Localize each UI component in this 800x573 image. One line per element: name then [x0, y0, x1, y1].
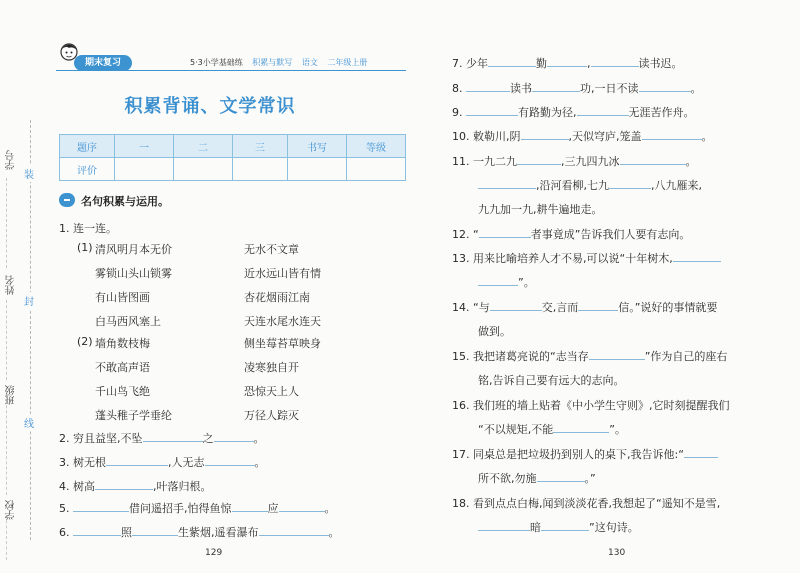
score-header-cell: 一 — [115, 135, 174, 158]
question-5 — [59, 500, 336, 516]
section-marker — [59, 193, 75, 207]
question-17-line2 — [478, 470, 596, 486]
question-8 — [452, 80, 702, 96]
q1-right-item: 恐惊天上人 — [244, 385, 299, 398]
answer-blank[interactable] — [478, 519, 530, 531]
question-text: 。 — [253, 432, 265, 445]
question-text: 生紫烟,遥看瀑布 — [178, 526, 259, 539]
q1-group1-label: (1) — [77, 241, 93, 254]
answer-blank[interactable] — [478, 274, 518, 286]
question-text: 有路勤为径, — [518, 106, 577, 119]
q1-group2-label: (2) — [77, 335, 93, 348]
question-16-line2 — [478, 421, 626, 437]
cut-mark: 线 — [24, 414, 34, 431]
q1-right-item: 凌寒独自开 — [244, 361, 299, 374]
question-17 — [452, 446, 718, 462]
question-number: 11. — [452, 155, 470, 168]
question-text: 看到点点白梅,闻到淡淡花香,我想起了“遥知不是雪, — [473, 497, 721, 510]
answer-blank[interactable] — [214, 430, 254, 442]
question-text: 树高 — [73, 480, 95, 493]
question-number: 2. — [59, 432, 70, 445]
answer-blank[interactable] — [517, 153, 561, 165]
question-text: 穷且益坚,不坠 — [73, 432, 143, 445]
question-11-line2 — [478, 177, 702, 193]
question-text: 无涯苦作舟。 — [628, 106, 695, 119]
question-text: ”作为自己的座右 — [644, 350, 728, 363]
question-number: 4. — [59, 480, 70, 493]
q1-left-item: 雾锁山头山锁雾 — [95, 267, 172, 280]
question-number: 15. — [452, 350, 470, 363]
q1-right-item: 无水不文章 — [244, 243, 299, 256]
binding-margin — [0, 0, 48, 573]
score-cell[interactable] — [174, 158, 233, 181]
question-text: 。 — [701, 130, 713, 143]
question-18 — [452, 495, 720, 511]
answer-blank[interactable] — [620, 153, 686, 165]
question-number: 16. — [452, 399, 470, 412]
question-text: 借问遥招手,怕得鱼惊 — [129, 502, 232, 515]
question-text: ,人无志 — [168, 456, 205, 469]
question-16 — [452, 397, 730, 413]
question-number: 6. — [59, 526, 70, 539]
question-text: 。 — [254, 456, 266, 469]
question-text: 暗 — [530, 521, 541, 534]
answer-blank[interactable] — [537, 470, 585, 482]
question-text: ”这句诗。 — [589, 521, 639, 534]
question-text: ,叶落归根。 — [153, 480, 212, 493]
question-text: 。 — [324, 502, 336, 515]
answer-blank[interactable] — [521, 128, 569, 140]
question-text: ”。 — [609, 423, 626, 436]
question-7 — [452, 55, 683, 71]
answer-blank[interactable] — [488, 55, 536, 67]
answer-blank[interactable] — [205, 454, 255, 466]
score-table — [59, 134, 406, 181]
score-cell[interactable] — [288, 158, 347, 181]
question-text: 读书 — [510, 82, 532, 95]
grade-name: 二年级上册 — [327, 58, 368, 67]
question-text: 我们班的墙上贴着《中小学生守则》,它时刻提醒我们 — [473, 399, 730, 412]
answer-blank[interactable] — [466, 80, 510, 92]
fill-line — [6, 178, 7, 268]
question-text: 。 — [328, 526, 340, 539]
answer-blank[interactable] — [609, 177, 651, 189]
question-text: 。” — [584, 472, 596, 485]
question-text: 功,一日不读 — [580, 82, 639, 95]
question-6 — [59, 524, 340, 540]
question-text: “ — [473, 228, 479, 241]
question-number: 10. — [452, 130, 470, 143]
answer-blank[interactable] — [232, 500, 268, 512]
answer-blank[interactable] — [642, 128, 702, 140]
question-number: 17. — [452, 448, 470, 461]
answer-blank[interactable] — [106, 454, 168, 466]
question-15 — [452, 348, 727, 364]
q1-left-item: 蓬头稚子学垂纶 — [95, 409, 172, 422]
question-3 — [59, 454, 266, 470]
answer-blank[interactable] — [132, 524, 178, 536]
subject-name: 语文 — [301, 58, 318, 67]
question-text: 我把诸葛亮说的“志当存 — [473, 350, 589, 363]
q1-left-item: 千山鸟飞绝 — [95, 385, 150, 398]
review-badge: 期末复习 — [74, 55, 132, 71]
question-number: 14. — [452, 301, 470, 314]
score-header-cell: 等级 — [347, 135, 406, 158]
answer-blank[interactable] — [478, 177, 536, 189]
score-cell[interactable] — [233, 158, 288, 181]
answer-blank[interactable] — [553, 421, 609, 433]
question-10 — [452, 128, 713, 144]
answer-blank[interactable] — [143, 430, 203, 442]
question-text: ,天似穹庐,笼盖 — [568, 130, 642, 143]
question-number: 7. — [452, 57, 463, 70]
class-label: 班级 — [6, 385, 17, 405]
question-text: 用来比喻培养人才不易,可以说“十年树木, — [473, 252, 673, 265]
question-text: 一九二九 — [473, 155, 517, 168]
question-text: 少年 — [466, 57, 488, 70]
page-number-left: 129 — [205, 548, 223, 558]
question-number: 18. — [452, 497, 470, 510]
answer-blank[interactable] — [479, 226, 531, 238]
score-cell[interactable] — [115, 158, 174, 181]
question-number: 3. — [59, 456, 70, 469]
score-row-label: 评价 — [60, 158, 115, 181]
answer-blank[interactable] — [684, 446, 718, 458]
q1-right-item: 天连水尾水连天 — [244, 315, 321, 328]
answer-blank[interactable] — [73, 524, 121, 536]
q1-right-item: 杏花烟雨江南 — [244, 291, 310, 304]
question-text: , — [587, 57, 591, 70]
question-text: “与 — [473, 301, 490, 314]
q1-left-item: 墙角数枝梅 — [95, 337, 150, 350]
answer-blank[interactable] — [95, 478, 153, 490]
fill-line — [6, 395, 7, 495]
score-header-cell: 题序 — [60, 135, 115, 158]
q1-right-item: 侧坐莓苔草映身 — [244, 337, 321, 350]
unit-name: 积累与默写 — [252, 58, 293, 67]
answer-blank[interactable] — [547, 55, 587, 67]
question-18-line2 — [478, 519, 639, 535]
question-text: 读书迟。 — [638, 57, 683, 70]
question-text: 勤 — [536, 57, 547, 70]
fill-line — [6, 300, 7, 380]
question-13-line2 — [478, 274, 535, 290]
score-header-cell: 三 — [233, 135, 288, 158]
series-name: 5·3小学基础练 — [190, 58, 243, 67]
question-text: 。 — [690, 82, 702, 95]
question-number: 12. — [452, 228, 470, 241]
cut-mark: 封 — [24, 292, 34, 309]
question-2 — [59, 430, 265, 446]
question-14-line2: 做到。 — [478, 325, 511, 338]
question-text: 应 — [267, 502, 279, 515]
question-text: 照 — [121, 526, 132, 539]
q1-right-item: 近水远山皆有情 — [244, 267, 321, 280]
answer-blank[interactable] — [490, 299, 542, 311]
cut-mark: 装 — [24, 165, 34, 182]
answer-blank[interactable] — [73, 500, 129, 512]
q1-right-item: 万径人踪灭 — [244, 409, 299, 422]
answer-blank[interactable] — [279, 500, 325, 512]
question-12 — [452, 226, 690, 242]
answer-blank[interactable] — [532, 80, 580, 92]
answer-blank[interactable] — [259, 524, 329, 536]
question-text: ,三九四九冰 — [561, 155, 620, 168]
answer-blank[interactable] — [673, 250, 721, 262]
question-13 — [452, 250, 721, 266]
question-text: ,沿河看柳,七九 — [536, 179, 609, 192]
q1-left-item: 清风明月本无价 — [95, 243, 172, 256]
question-14 — [452, 299, 717, 315]
question-text: 者事竟成”告诉我们人要有志向。 — [530, 228, 691, 241]
page-number-right: 130 — [608, 548, 626, 558]
answer-blank[interactable] — [466, 104, 518, 116]
question-text: 交,言而 — [541, 301, 579, 314]
school-label: 学校 — [6, 500, 17, 520]
header-rule — [56, 70, 406, 71]
question-text: 。 — [685, 155, 697, 168]
question-text: 信。”说好的事情就要 — [618, 301, 718, 314]
question-text: 同桌总是把垃圾扔到别人的桌下,我告诉他:“ — [473, 448, 684, 461]
question-text: ”。 — [518, 276, 535, 289]
page-title: 积累背诵、文学常识 — [124, 96, 296, 117]
cut-line — [30, 120, 31, 540]
q1-left-item: 不敢高声语 — [95, 361, 150, 374]
score-header-cell: 书写 — [288, 135, 347, 158]
student-id-label: 学号 — [6, 150, 17, 170]
question-number: 5. — [59, 502, 70, 515]
question-number: 8. — [452, 82, 463, 95]
section-title: 名句积累与运用。 — [81, 195, 169, 208]
question-9 — [452, 104, 695, 120]
score-header-cell: 二 — [174, 135, 233, 158]
fill-line — [6, 515, 7, 560]
question-text: 所不欲,勿施 — [478, 472, 537, 485]
answer-blank[interactable] — [578, 299, 618, 311]
question-11 — [452, 153, 697, 169]
question-11-line3: 九九加一九,耕牛遍地走。 — [478, 203, 603, 216]
q1-stem: 1. 连一连。 — [59, 222, 117, 235]
question-text: ,八九雁来, — [651, 179, 702, 192]
q1-left-item: 白马西风塞上 — [95, 315, 161, 328]
answer-blank[interactable] — [591, 55, 639, 67]
question-15-line2: 铭,告诉自己要有远大的志向。 — [478, 374, 625, 387]
book-info — [190, 57, 374, 68]
answer-blank[interactable] — [589, 348, 645, 360]
answer-blank[interactable] — [541, 519, 589, 531]
question-4 — [59, 478, 212, 494]
q1-left-item: 有山皆图画 — [95, 291, 150, 304]
question-number: 9. — [452, 106, 463, 119]
question-text: 树无根 — [73, 456, 106, 469]
question-text: “不以规矩,不能 — [478, 423, 554, 436]
name-label: 姓名 — [6, 275, 17, 295]
answer-blank[interactable] — [577, 104, 629, 116]
question-text: 之 — [202, 432, 214, 445]
question-text: 敕勒川,阴 — [473, 130, 521, 143]
score-cell[interactable] — [347, 158, 406, 181]
question-number: 13. — [452, 252, 470, 265]
answer-blank[interactable] — [639, 80, 691, 92]
